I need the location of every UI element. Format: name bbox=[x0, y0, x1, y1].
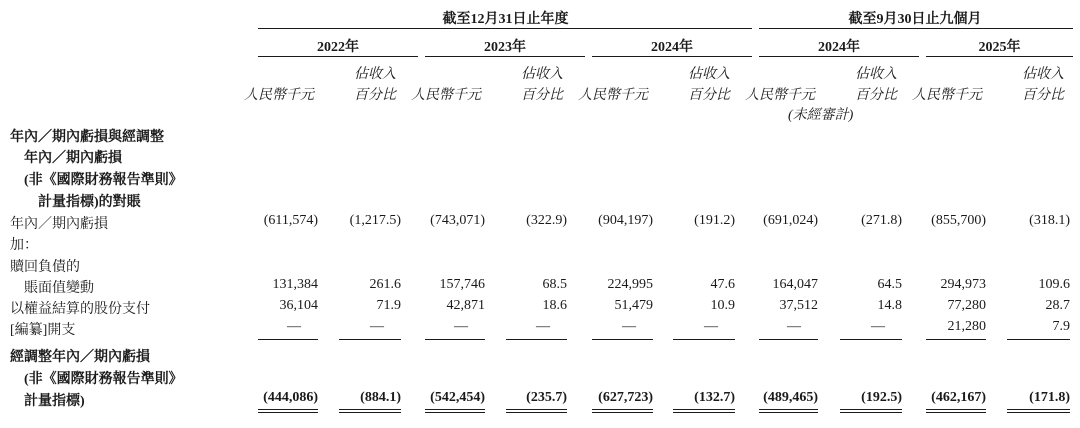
table-cell: (855,700) bbox=[931, 213, 986, 228]
year-header-2022: 2022年 bbox=[317, 40, 359, 55]
table-cell: 109.6 bbox=[1038, 277, 1070, 292]
unit-pct-of-revenue-line-2: 百分比 bbox=[354, 88, 396, 103]
subtotal-rule bbox=[258, 339, 318, 340]
section-title-line-2: 年內／期內虧損 bbox=[24, 151, 122, 166]
table-cell: (743,071) bbox=[430, 213, 485, 228]
subtotal-rule bbox=[759, 339, 818, 340]
total-cell: (627,723) bbox=[598, 390, 653, 405]
table-cell: — bbox=[787, 319, 801, 334]
table-cell: 10.9 bbox=[710, 298, 735, 313]
year-rule-2024-nine-months bbox=[759, 56, 919, 57]
total-double-rule-upper bbox=[425, 409, 485, 410]
table-cell: 51,479 bbox=[614, 298, 653, 313]
section-title-line-1: 年內／期內虧損與經調整 bbox=[10, 130, 164, 145]
table-cell: 224,995 bbox=[607, 277, 653, 292]
total-cell: (192.5) bbox=[861, 390, 902, 405]
unit-rmb-thousand: 人民幣千元 bbox=[745, 88, 815, 103]
unit-rmb-thousand: 人民幣千元 bbox=[912, 88, 982, 103]
total-cell: (542,454) bbox=[430, 390, 485, 405]
total-cell: (171.8) bbox=[1029, 390, 1070, 405]
table-cell: — bbox=[370, 319, 384, 334]
annual-header-rule bbox=[258, 28, 752, 29]
table-cell: 71.9 bbox=[376, 298, 401, 313]
table-cell: — bbox=[536, 319, 550, 334]
subtotal-rule bbox=[506, 339, 567, 340]
unit-pct-of-revenue-line-1: 佔收入 bbox=[855, 67, 897, 82]
unit-pct-of-revenue-line-1: 佔收入 bbox=[521, 67, 563, 82]
year-header-2024: 2024年 bbox=[651, 40, 693, 55]
total-cell: (884.1) bbox=[360, 390, 401, 405]
table-cell: (691,024) bbox=[763, 213, 818, 228]
section-title-line-3: (非《國際財務報告準則》 bbox=[24, 173, 183, 188]
row-label-redemption-liability: 贖回負債的 bbox=[10, 260, 80, 275]
table-cell: 28.7 bbox=[1045, 298, 1070, 313]
total-double-rule-lower bbox=[339, 412, 401, 413]
total-double-rule-lower bbox=[759, 412, 818, 413]
year-header-2023: 2023年 bbox=[484, 40, 526, 55]
unit-rmb-thousand: 人民幣千元 bbox=[578, 88, 648, 103]
table-cell: 37,512 bbox=[779, 298, 818, 313]
table-cell: 164,047 bbox=[772, 277, 818, 292]
total-double-rule-lower bbox=[840, 412, 902, 413]
table-cell: 261.6 bbox=[369, 277, 401, 292]
unit-pct-of-revenue-line-2: 百分比 bbox=[521, 88, 563, 103]
total-double-rule-upper bbox=[592, 409, 653, 410]
table-cell: 47.6 bbox=[710, 277, 735, 292]
total-cell: (489,465) bbox=[763, 390, 818, 405]
year-header-2025-nine-months: 2025年 bbox=[978, 40, 1021, 55]
row-label-carrying-amount-change: 賬面值變動 bbox=[24, 281, 94, 296]
unaudited-note: (未經審計) bbox=[788, 108, 854, 123]
table-cell: (191.2) bbox=[694, 213, 735, 228]
subtotal-rule bbox=[926, 339, 986, 340]
total-cell: (132.7) bbox=[694, 390, 735, 405]
row-label-share-based-payment: 以權益結算的股份支付 bbox=[10, 302, 150, 317]
section-title-line-4: 計量指標)的對賬 bbox=[38, 195, 141, 210]
total-label-line-2: (非《國際財務報告準則》 bbox=[24, 372, 183, 387]
table-cell: 21,280 bbox=[947, 319, 986, 334]
table-cell: 64.5 bbox=[877, 277, 902, 292]
total-double-rule-upper bbox=[506, 409, 567, 410]
total-double-rule-lower bbox=[592, 412, 653, 413]
total-double-rule-upper bbox=[926, 409, 986, 410]
unit-pct-of-revenue-line-1: 佔收入 bbox=[688, 67, 730, 82]
total-label-line-3: 計量指標) bbox=[24, 394, 85, 409]
nine-month-header-rule bbox=[759, 28, 1073, 29]
unit-pct-of-revenue-line-1: 佔收入 bbox=[1022, 67, 1064, 82]
subtotal-rule bbox=[840, 339, 902, 340]
total-double-rule-upper bbox=[673, 409, 735, 410]
total-label-line-1: 經調整年內／期內虧損 bbox=[10, 350, 150, 365]
total-double-rule-lower bbox=[673, 412, 735, 413]
table-cell: — bbox=[704, 319, 718, 334]
table-cell: (322.9) bbox=[526, 213, 567, 228]
total-cell: (444,086) bbox=[263, 390, 318, 405]
subtotal-rule bbox=[1007, 339, 1070, 340]
table-cell: (318.1) bbox=[1029, 213, 1070, 228]
year-rule-2022 bbox=[258, 56, 418, 57]
table-cell: 77,280 bbox=[947, 298, 986, 313]
row-label-loss: 年內／期內虧損 bbox=[10, 217, 108, 232]
total-double-rule-lower bbox=[425, 412, 485, 413]
table-cell: — bbox=[454, 319, 468, 334]
table-cell: (1,217.5) bbox=[349, 213, 401, 228]
row-label-add: 加： bbox=[10, 238, 38, 253]
subtotal-rule bbox=[425, 339, 485, 340]
year-rule-2023 bbox=[425, 56, 585, 57]
unit-pct-of-revenue-line-2: 百分比 bbox=[688, 88, 730, 103]
row-label-listing-expenses: [編纂]開支 bbox=[10, 323, 76, 338]
table-cell: — bbox=[871, 319, 885, 334]
total-cell: (462,167) bbox=[931, 390, 986, 405]
table-cell: (904,197) bbox=[598, 213, 653, 228]
total-double-rule-upper bbox=[258, 409, 318, 410]
table-cell: 294,973 bbox=[940, 277, 986, 292]
table-cell: 42,871 bbox=[446, 298, 485, 313]
table-cell: (611,574) bbox=[263, 213, 318, 228]
table-cell: 7.9 bbox=[1052, 319, 1070, 334]
table-cell: — bbox=[287, 319, 301, 334]
table-cell: 14.8 bbox=[877, 298, 902, 313]
nine-month-period-header: 截至9月30日止九個月 bbox=[848, 12, 982, 27]
year-rule-2025-nine-months bbox=[926, 56, 1073, 57]
unit-pct-of-revenue-line-2: 百分比 bbox=[1022, 88, 1064, 103]
total-double-rule-lower bbox=[506, 412, 567, 413]
total-double-rule-lower bbox=[1007, 412, 1070, 413]
subtotal-rule bbox=[673, 339, 735, 340]
unit-pct-of-revenue-line-2: 百分比 bbox=[855, 88, 897, 103]
unit-pct-of-revenue-line-1: 佔收入 bbox=[354, 67, 396, 82]
table-cell: (271.8) bbox=[861, 213, 902, 228]
unit-rmb-thousand: 人民幣千元 bbox=[411, 88, 481, 103]
total-double-rule-lower bbox=[926, 412, 986, 413]
total-double-rule-upper bbox=[840, 409, 902, 410]
year-header-2024-nine-months: 2024年 bbox=[818, 40, 860, 55]
subtotal-rule bbox=[339, 339, 401, 340]
year-rule-2024 bbox=[592, 56, 752, 57]
table-cell: 36,104 bbox=[279, 298, 318, 313]
total-cell: (235.7) bbox=[526, 390, 567, 405]
table-cell: 68.5 bbox=[542, 277, 567, 292]
table-cell: 18.6 bbox=[542, 298, 567, 313]
table-cell: 131,384 bbox=[272, 277, 318, 292]
total-double-rule-upper bbox=[1007, 409, 1070, 410]
total-double-rule-upper bbox=[339, 409, 401, 410]
unit-rmb-thousand: 人民幣千元 bbox=[244, 88, 314, 103]
total-double-rule-lower bbox=[258, 412, 318, 413]
table-cell: 157,746 bbox=[439, 277, 485, 292]
table-cell: — bbox=[622, 319, 636, 334]
subtotal-rule bbox=[592, 339, 653, 340]
total-double-rule-upper bbox=[759, 409, 818, 410]
annual-period-header: 截至12月31日止年度 bbox=[442, 12, 569, 27]
